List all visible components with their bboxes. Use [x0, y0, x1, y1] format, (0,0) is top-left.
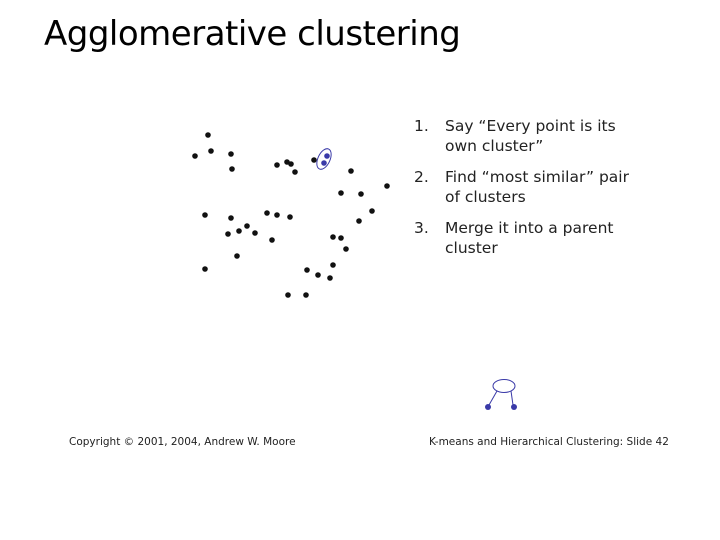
data-point [285, 292, 291, 298]
data-point [330, 262, 336, 268]
data-point [234, 253, 240, 259]
highlight-point [321, 160, 327, 166]
data-point [369, 208, 375, 214]
data-point [288, 161, 294, 167]
slide-title: Agglomerative clustering [44, 14, 461, 54]
data-point [303, 292, 309, 298]
data-point [229, 166, 235, 172]
data-point [348, 168, 354, 174]
data-point [304, 267, 310, 273]
data-point [264, 210, 270, 216]
data-point [228, 215, 234, 221]
data-point [315, 272, 321, 278]
data-point [202, 266, 208, 272]
data-point [292, 169, 298, 175]
data-point [330, 234, 336, 240]
data-point [205, 132, 211, 138]
data-point [311, 157, 317, 163]
data-point [287, 214, 293, 220]
step-number: 2. [414, 168, 429, 186]
data-point [343, 246, 349, 252]
data-point [202, 212, 208, 218]
step-text: cluster [445, 239, 498, 257]
data-point [274, 162, 280, 168]
data-point [228, 151, 234, 157]
data-point [269, 237, 275, 243]
data-point [208, 148, 214, 154]
step-number: 3. [414, 219, 429, 237]
step-item [414, 218, 654, 258]
copyright-footer: Copyright © 2001, 2004, Andrew W. Moore [69, 436, 296, 448]
steps-list [414, 116, 654, 269]
step-item [414, 116, 654, 156]
data-point [384, 183, 390, 189]
step-text: own cluster” [445, 137, 544, 155]
highlight-point [324, 153, 330, 159]
step-number: 1. [414, 117, 429, 135]
merged-pair-highlight [314, 146, 334, 171]
data-point [358, 191, 364, 197]
data-point [252, 230, 258, 236]
merge-ellipse [314, 146, 334, 171]
data-point [338, 190, 344, 196]
data-point [338, 235, 344, 241]
step-item [414, 167, 654, 207]
data-point [236, 228, 242, 234]
slide-reference-footer: K-means and Hierarchical Clustering: Slide 42 [429, 436, 669, 448]
data-point [274, 212, 280, 218]
data-point [327, 275, 333, 281]
data-point [356, 218, 362, 224]
parent-cluster-tree-icon [480, 374, 524, 414]
step-text: Merge it into a parent [445, 219, 614, 237]
data-point [225, 231, 231, 237]
step-text: Find “most similar” pair [445, 168, 629, 186]
step-text: of clusters [445, 188, 526, 206]
data-point [244, 223, 250, 229]
data-point [192, 153, 198, 159]
step-text: Say “Every point is its [445, 117, 616, 135]
data-points [192, 132, 390, 298]
